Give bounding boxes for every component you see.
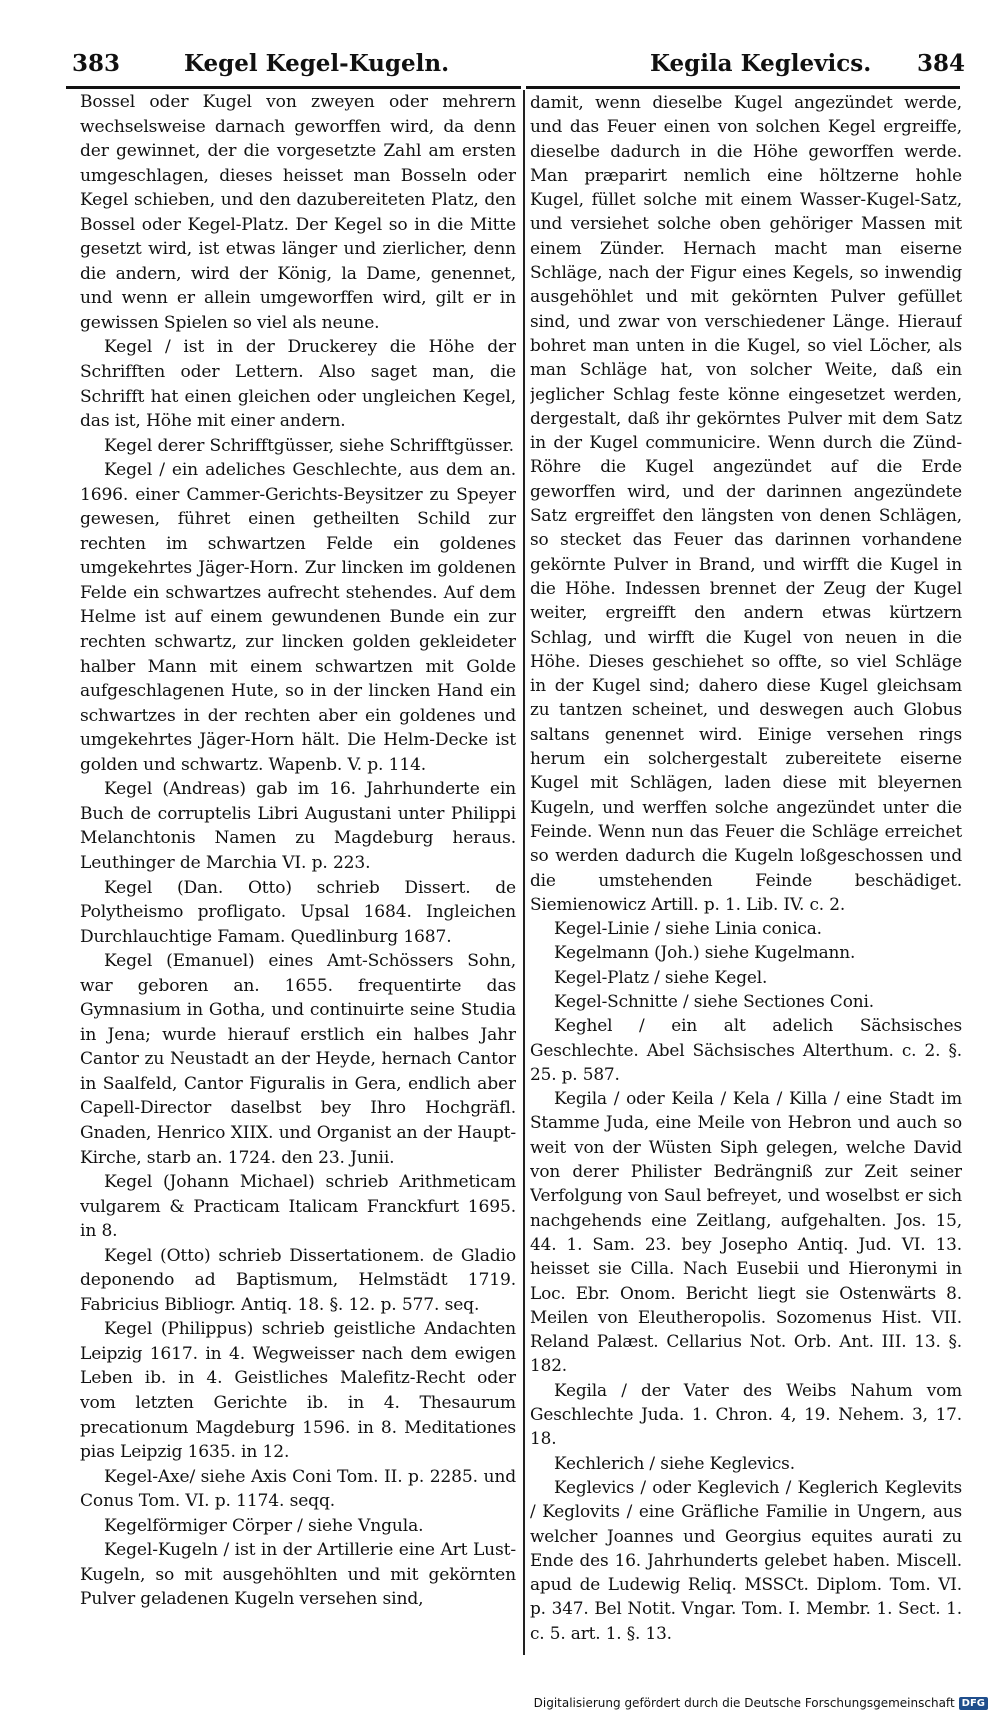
entry-paragraph: Kechlerich / siehe Keglevics.	[554, 1452, 795, 1473]
entry-paragraph: Kegel (Dan. Otto) schrieb Dissert. de Polytheismo profligato. Upsal 1684. Ingleichen Durchlauchtige Famam. Quedlinburg 1687.	[80, 877, 516, 947]
header-rule-left	[66, 86, 521, 89]
entry-paragraph: Keghel / ein alt adelich Sächsisches Geschlechte. Abel Sächsisches Alterthum. c. 2. §. 25. p. 587.	[530, 1015, 962, 1084]
page-number-right: 384	[917, 50, 966, 77]
entry-paragraph: Keglevics / oder Keglevich / Keglerich Keglevits / Keglovits / eine Gräfliche Familie in Ungern, aus welcher Joannes und Georgius equites aurati zu Ende des 16. Jahrhunderts gelebet haben. Miscell. apud de Ludewig Reliq. MSSCt. Diplom. Tom. VI. p. 347. Bel Notit. Vngar. Tom. I. Membr. 1. Sect. 1. c. 5. art. 1. §. 13.	[530, 1476, 962, 1643]
entry-paragraph: Kegel (Johann Michael) schrieb Arithmeticam vulgarem & Practicam Italicam Franckfurt 1695. in 8.	[80, 1172, 516, 1242]
entry-paragraph: Kegel / ein adeliches Geschlechte, aus dem an. 1696. einer Cammer-Gerichts-Beysitzer zu Speyer gewesen, führet einen getheilten Schild zur rechten im schwartzen Felde ein goldenes umgekehrtes Jäger-Horn. Zur lincken im goldenen Felde ein schwartzes aufrecht stehendes. Auf dem Helme ist auf einem gewundenen Bunde ein zur rechten schwartz, zur lincken golden gekleideter halber Mann mit einem schwartzen mit Golde aufgeschlagenen Hute, so in der lincken Hand ein schwartzes in der rechten aber ein goldenes und umgekehrtes Jäger-Horn hält. Die Helm-Decke ist golden und schwartz. Wapenb. V. p. 114.	[80, 460, 516, 775]
right-column	[530, 90, 962, 1652]
entry-paragraph: Kegila / der Vater des Weibs Nahum vom Geschlechte Juda. 1. Chron. 4, 19. Nehem. 3, 17. 18.	[530, 1379, 962, 1449]
entry-paragraph: Kegel-Linie / siehe Linia conica.	[554, 918, 822, 939]
entry-paragraph: Kegel-Axe/ siehe Axis Coni Tom. II. p. 2285. und Conus Tom. VI. p. 1174. seqq.	[80, 1466, 516, 1512]
entry-paragraph: Kegel-Kugeln / ist in der Artillerie eine Art Lust-Kugeln, so mit ausgehöhlten und mit gekörnten Pulver geladenen Kugeln versehen sind,	[80, 1540, 516, 1610]
entry-paragraph: Bossel oder Kugel von zweyen oder mehrern wechselsweise darnach geworffen wird, da denn der gewinnet, der die vorgesetzte Zahl am ersten umgeschlagen, dieses heisset man Bosseln oder Kegel schieben, und den dazubereiteten Platz, den Bossel oder Kegel-Platz. Der Kegel so in die Mitte gesetzt wird, ist etwas länger und zierlicher, denn die andern, wird der König, la Dame, genennet, und wenn er allein umgeworffen wird, gilt er in gewissen Spielen so viel als neune.	[80, 92, 516, 333]
entry-paragraph: Kegila / oder Keila / Kela / Killa / eine Stadt im Stamme Juda, eine Meile von Hebron und auch so weit von der Wüsten Siph gelegen, welche David von derer Philister Bedrängniß zur Zeit seiner Verfolgung von Saul befreyet, und woselbst er sich nachgehends eine Zeitlang, aufgehalten. Jos. 15, 44. 1. Sam. 23. bey Josepho Antiq. Jud. VI. 13. heisset sie Cilla. Nach Eusebii und Hieronymi in Loc. Ebr. Onom. Bericht liegt sie Ostenwärts 8. Meilen von Eleutheropolis. Sozomenus Hist. VII. Reland Palæst. Cellarius Not. Orb. Ant. III. 13. §. 182.	[530, 1088, 962, 1376]
entry-paragraph: Kegel-Platz / siehe Kegel.	[554, 966, 768, 987]
entry-paragraph: Kegel / ist in der Druckerey die Höhe der Schrifften oder Lettern. Also saget man, die Schrifft hat einen gleichen oder ungleichen Kegel, das ist, Höhe mit einer andern.	[80, 337, 516, 432]
running-head-right: Kegila Keglevics.	[650, 50, 872, 77]
entry-paragraph: Kegel (Philippus) schrieb geistliche Andachten Leipzig 1617. in 4. Wegweisser nach dem ewigen Leben ib. in 4. Geistliches Malefitz-Recht oder vom letzten Gerichte ib. in 4. Thesaurum precationum Magdeburg 1596. in 8. Meditationes pias Leipzig 1635. in 12.	[80, 1319, 516, 1463]
running-head-left: Kegel Kegel-Kugeln.	[184, 50, 450, 77]
header-rule-right	[526, 86, 960, 89]
entry-paragraph: Kegel (Otto) schrieb Dissertationem. de Gladio deponendo ad Baptismum, Helmstädt 1719. Fabricius Bibliogr. Antiq. 18. §. 12. p. 577. seq.	[80, 1245, 516, 1315]
entry-paragraph: Kegelmann (Joh.) siehe Kugelmann.	[554, 942, 856, 963]
digitization-credit	[534, 1696, 988, 1710]
entry-paragraph: Kegel (Emanuel) eines Amt-Schössers Sohn, war geboren an. 1655. frequentirte das Gymnasium in Gotha, und continuirte seine Studia in Jena; wurde hierauf erstlich ein halbes Jahr Cantor zu Neustadt an der Heyde, hernach Cantor in Saalfeld, Cantor Figuralis in Gera, endlich aber Capell-Director daselbst bey Ihro Hochgräfl. Gnaden, Henrico XIIX. und Organist an der Haupt-Kirche, starb an. 1724. den 23. Junii.	[80, 951, 516, 1168]
dfg-logo: DFG	[959, 1697, 988, 1710]
entry-paragraph: damit, wenn dieselbe Kugel angezündet werde, und das Feuer einen von solchen Kegel ergreiffe, dieselbe dadurch in die Höhe geworffen werde. Man præparirt nemlich eine höltzerne hohle Kugel, füllet solche mit einem Wasser-Kugel-Satz, und versiehet solche oben gehöriger Massen mit einem Zünder. Hernach macht man eiserne Schläge, nach der Figur eines Kegels, so inwendig ausgehöhlet und mit gekörnten Pulver gefüllet sind, und zwar von verschiedener Länge. Hierauf bohret man unten in die Kugel, so viel Löcher, als man Schläge hat, von solcher Weite, daß ein jeglicher Schlag feste könne eingesetzet werden, dergestalt, daß ihr gekörntes Pulver mit dem Satz in der Kugel communicire. Wenn durch die Zünd-Röhre die Kugel angezündet auf die Erde geworffen wird, und der darinnen angezündete Satz ergreiffet den längsten von denen Schlägen, so stecket das Feuer das darinnen vorhandene gekörnte Pulver in Brand, und wirfft die Kugel in die Höhe. Indessen brennet der Zeug der Kugel weiter, ergreifft den andern etwas kürtzern Schlag, und wirfft die Kugel von neuen in die Höhe. Dieses geschiehet so offte, so viel Schläge in der Kugel sind; dahero diese Kugel gleichsam zu tantzen scheinet, und deswegen auch Globus saltans genennet wird. Einige versehen rings herum ein solchergestalt zubereitete eiserne Kugel mit Schlägen, laden diese mit bleyernen Kugeln, und werffen solche angezündet unter die Feinde. Wenn nun das Feuer die Schläge erreichet so werden dadurch die Kugeln loßgeschossen und die umstehenden Feinde beschädiget. Siemienowicz Artill. p. 1. Lib. IV. c. 2.	[530, 92, 962, 914]
entry-paragraph: Kegel (Andreas) gab im 16. Jahrhunderte ein Buch de corruptelis Libri Augustani unter Philippi Melanchtonis Namen zu Magdeburg heraus. Leuthinger de Marchia VI. p. 223.	[80, 779, 516, 873]
credit-text: Digitalisierung gefördert durch die Deutsche Forschungsgemeinschaft	[533, 1696, 955, 1710]
entry-paragraph: Kegelförmiger Cörper / siehe Vngula.	[104, 1515, 424, 1536]
entry-paragraph: Kegel-Schnitte / siehe Sectiones Coni.	[554, 990, 874, 1011]
entry-paragraph: Kegel derer Schrifftgüsser, siehe Schrifftgüsser.	[104, 435, 514, 456]
column-divider	[523, 90, 525, 1655]
page-number-left: 383	[72, 50, 121, 77]
left-column	[80, 90, 516, 1652]
